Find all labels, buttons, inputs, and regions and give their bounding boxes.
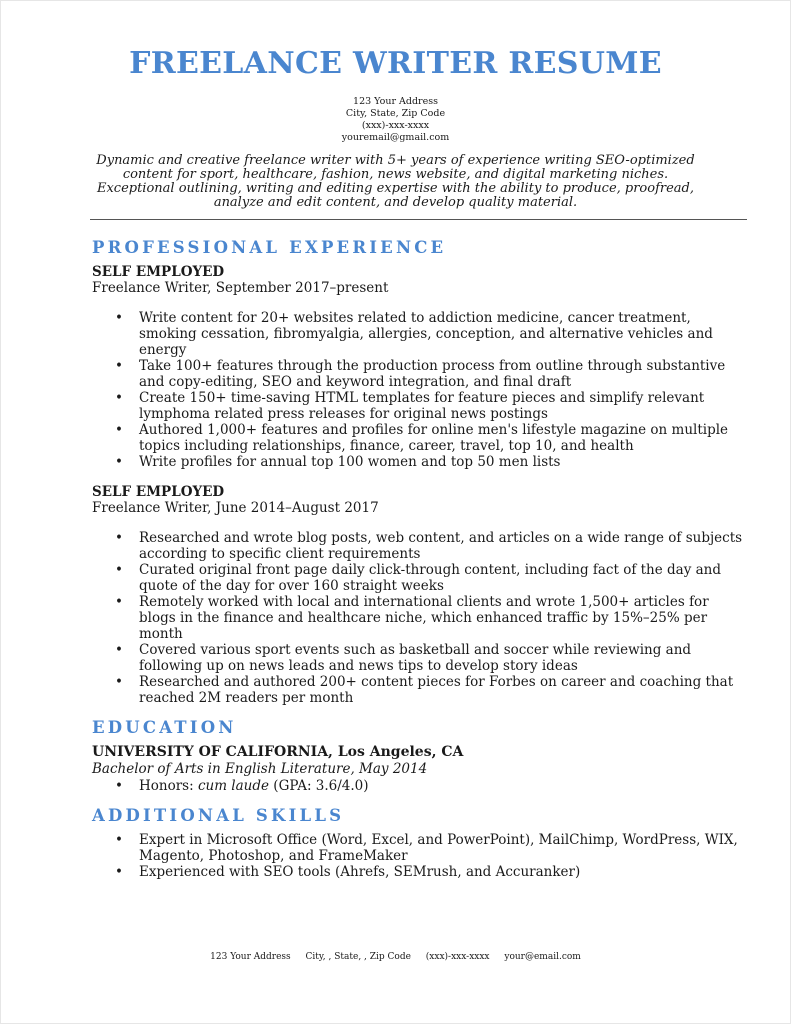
list-item: • Researched and wrote blog posts, web content, and articles on a wide range of subjects according to specific client requirements bbox=[139, 530, 747, 562]
education-heading: EDUCATION bbox=[92, 718, 237, 737]
job-role: Freelance Writer, June 2014–August 2017 bbox=[92, 500, 379, 516]
list-item: • Write profiles for annual top 100 women and top 50 men lists bbox=[139, 454, 747, 470]
job-bullets bbox=[92, 310, 747, 470]
list-item: • Take 100+ features through the production process from outline through substantive and copy-editing, SEO and keyword integration, and final draft bbox=[139, 358, 747, 390]
header-divider bbox=[90, 219, 747, 220]
job-employer: SELF EMPLOYED bbox=[92, 484, 225, 500]
experience-heading: PROFESSIONAL EXPERIENCE bbox=[92, 238, 447, 257]
school-name: UNIVERSITY OF CALIFORNIA, bbox=[92, 744, 333, 760]
list-item: • Write content for 20+ websites related to addiction medicine, cancer treatment, smoking cessation, fibromyalgia, allergies, conception, and alternative vehicles and energy bbox=[139, 310, 747, 358]
contact-email: youremail@gmail.com bbox=[341, 132, 450, 143]
job-role: Freelance Writer, September 2017–present bbox=[92, 280, 389, 296]
education-honors bbox=[139, 778, 747, 794]
professional-summary: Dynamic and creative freelance writer with 5+ years of experience writing SEO-optimized content for sport, healthcare, fashion, news website, and digital marketing niches. Exceptional outlining, writing and editing expertise with the ability to produce, proofread, analyze and edit content, and develop quality material. bbox=[96, 153, 695, 210]
list-item: • Covered various sport events such as basketball and soccer while reviewing and following up on news leads and news tips to develop story ideas bbox=[139, 642, 747, 674]
footer-address: 123 Your Address bbox=[210, 952, 291, 962]
resume-title: FREELANCE WRITER RESUME bbox=[129, 46, 662, 81]
education-degree: Bachelor of Arts in English Literature, May 2014 bbox=[92, 761, 428, 777]
page-footer bbox=[0, 952, 791, 963]
list-item: • Researched and authored 200+ content pieces for Forbes on career and coaching that reached 2M readers per month bbox=[139, 674, 747, 706]
skills-bullets bbox=[92, 832, 747, 880]
footer-email: your@email.com bbox=[504, 952, 581, 962]
list-item: • Remotely worked with local and international clients and wrote 1,500+ articles for blogs in the finance and healthcare niche, which enhanced traffic by 15%–25% per month bbox=[139, 594, 747, 642]
job-entry bbox=[92, 264, 747, 470]
list-item: • Experienced with SEO tools (Ahrefs, SEMrush, and Accuranker) bbox=[139, 864, 747, 880]
honors-value: cum laude bbox=[197, 778, 269, 794]
list-item: • Curated original front page daily click-through content, including fact of the day and quote of the day for over 160 straight weeks bbox=[139, 562, 747, 594]
honors-gpa: (GPA: 3.6/4.0) bbox=[273, 778, 369, 794]
contact-city-state-zip: City, State, Zip Code bbox=[345, 108, 446, 119]
list-item: • Authored 1,000+ features and profiles for online men's lifestyle magazine on multiple topics including relationships, finance, career, travel, top 10, and health bbox=[139, 422, 747, 454]
footer-phone: (xxx)-xxx-xxxx bbox=[425, 952, 490, 962]
education-school bbox=[92, 744, 747, 761]
contact-phone: (xxx)-xxx-xxxx bbox=[361, 120, 430, 131]
job-entry bbox=[92, 484, 747, 706]
education-bullets bbox=[92, 778, 747, 794]
footer-city: City, , State, , Zip Code bbox=[305, 952, 411, 962]
school-location: Los Angeles, CA bbox=[337, 744, 464, 760]
contact-address: 123 Your Address bbox=[353, 96, 438, 107]
job-employer: SELF EMPLOYED bbox=[92, 264, 225, 280]
list-item: • Create 150+ time-saving HTML templates for feature pieces and simplify relevant lymphoma related press releases for original news postings bbox=[139, 390, 747, 422]
spacer bbox=[92, 470, 747, 484]
list-item: • Expert in Microsoft Office (Word, Excel, and PowerPoint), MailChimp, WordPress, WIX, Magento, Photoshop, and FrameMaker bbox=[139, 832, 747, 864]
honors-label: Honors: bbox=[139, 778, 194, 794]
job-bullets bbox=[92, 530, 747, 706]
contact-block bbox=[44, 96, 747, 144]
skills-heading: ADDITIONAL SKILLS bbox=[92, 806, 345, 825]
